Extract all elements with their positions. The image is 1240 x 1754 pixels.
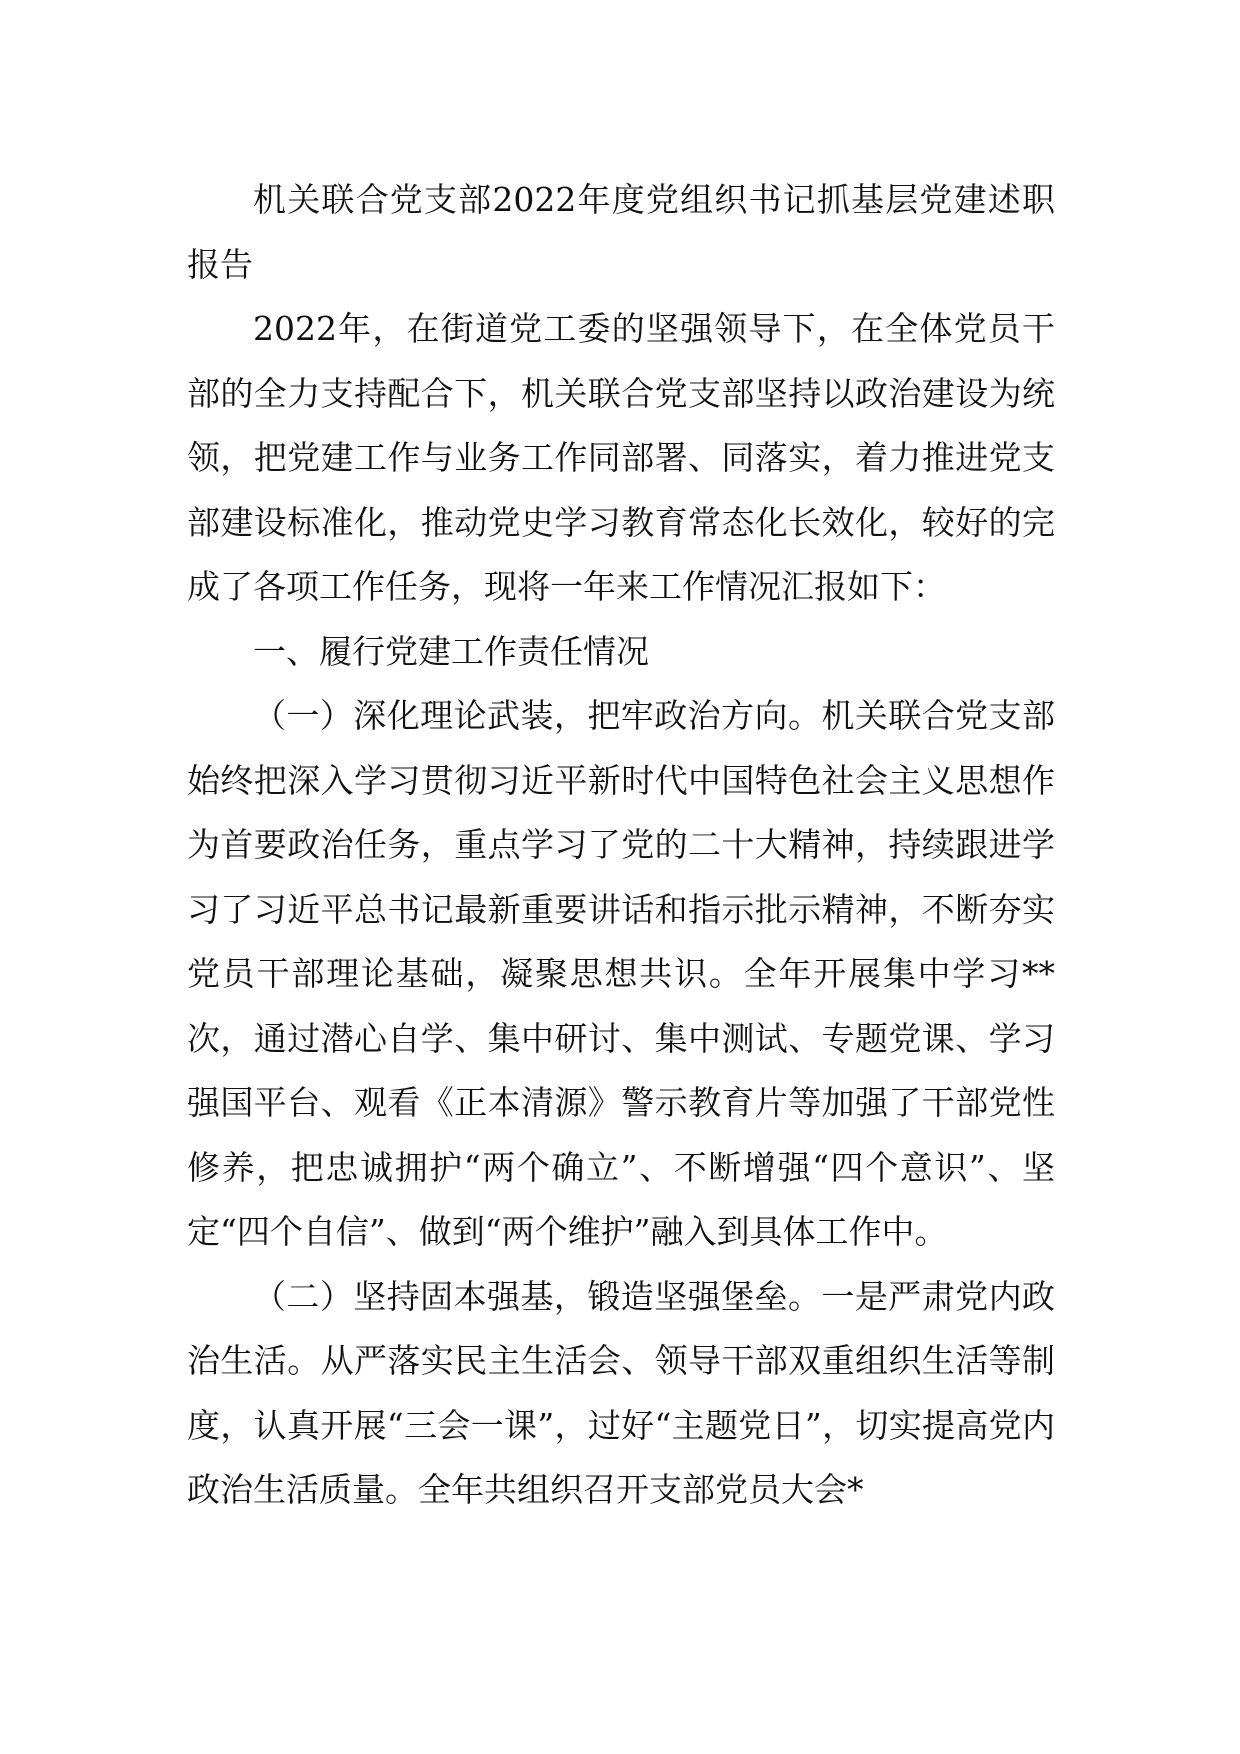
paragraph-foundation: （二）坚持固本强基，锻造坚强堡垒。一是严肃党内政治生活。从严落实民主生活会、领导干部双重组织生活等制度，认真开展“三会一课”，过好“主题党日”，切实提高党内政治生活质量。全年共组织召开支部党员大会* (187, 1276, 1055, 1509)
paragraph-theory: （一）深化理论武装，把牢政治方向。机关联合党支部始终把深入学习贯彻习近平新时代中国特色社会主义思想作为首要政治任务，重点学习了党的二十大精神，持续跟进学习了习近平总书记最新重要讲话和指示批示精神，不断夯实党员干部理论基础，凝聚思想共识。全年开展集中学习**次，通过潜心自学、集中研讨、集中测试、专题党课、学习强国平台、观看《正本清源》警示教育片等加强了干部党性修养，把忠诚拥护“两个确立”、不断增强“四个意识”、坚定“四个自信”、做到“两个维护”融入到具体工作中。 (187, 696, 1055, 1251)
document-title: 机关联合党支部2022年度党组织书记抓基层党建述职报告 (187, 180, 1055, 284)
section-heading: 一、履行党建工作责任情况 (253, 631, 649, 671)
document-body (187, 168, 1055, 1523)
paragraph-intro: 2022年，在街道党工委的坚强领导下，在全体党员干部的全力支持配合下，机关联合党支部坚持以政治建设为统领，把党建工作与业务工作同部署、同落实，着力推进党支部建设标准化，推动党史学习教育常态化长效化，较好的完成了各项工作任务，现将一年来工作情况汇报如下： (187, 309, 1055, 606)
